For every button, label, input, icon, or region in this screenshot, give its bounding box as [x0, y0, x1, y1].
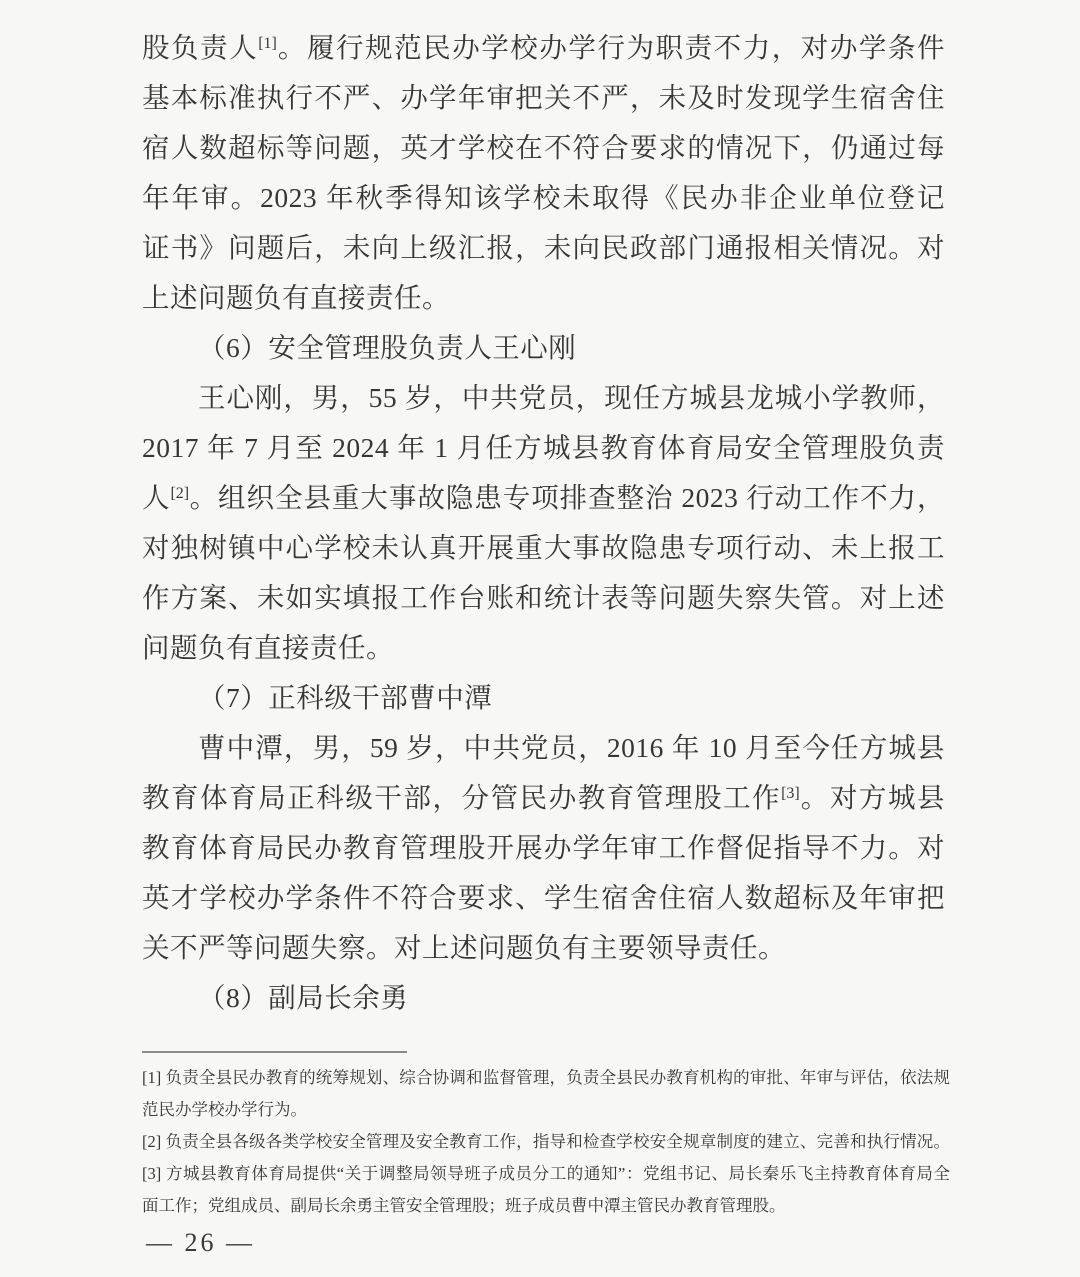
text-segment: 。履行规范民办学校办学行为职责不力，对办学条件	[276, 32, 946, 63]
text-line: 问题负有直接责任。	[142, 632, 394, 663]
text-line	[142, 773, 945, 823]
text-line	[142, 473, 945, 523]
section-heading-7: （7）正科级干部曹中潭	[198, 682, 493, 713]
footnote-3-line: [3] 方城县教育体育局提供“关于调整局领导班子成员分工的通知”：党组书记、局长秦乐飞主持教育体育局全	[142, 1164, 950, 1183]
text-line: 宿人数超标等问题，英才学校在不符合要求的情况下，仍通过每	[142, 132, 945, 163]
footnote-ref-1: [1]	[258, 35, 277, 52]
footnote-ref-3: [3]	[781, 785, 800, 802]
section-heading-8: （8）副局长余勇	[198, 982, 409, 1013]
text-line	[142, 23, 945, 73]
page-number: — 26 —	[146, 1228, 255, 1257]
footnote-1-line: 范民办学校办学行为。	[142, 1100, 307, 1119]
text-line: 王心刚，男，55 岁，中共党员，现任方城县龙城小学教师，	[198, 382, 945, 413]
text-line: 曹中潭，男，59 岁，中共党员，2016 年 10 月至今任方城县	[198, 732, 945, 763]
text-line: 证书》问题后，未向上级汇报，未向民政部门通报相关情况。对	[142, 232, 945, 263]
footnote-3-line: 面工作；党组成员、副局长余勇主管安全管理股；班子成员曹中潭主管民办教育管理股。	[142, 1196, 786, 1215]
text-segment: 人	[142, 482, 171, 513]
text-segment: 股负责人	[142, 32, 259, 63]
text-line: 关不严等问题失察。对上述问题负有主要领导责任。	[142, 932, 786, 963]
document-body	[142, 23, 945, 1023]
text-line: 上述问题负有直接责任。	[142, 282, 450, 313]
text-line: 对独树镇中心学校未认真开展重大事故隐患专项行动、未上报工	[142, 532, 945, 563]
text-line: 年年审。2023 年秋季得知该学校未取得《民办非企业单位登记	[142, 182, 945, 213]
footnote-separator	[142, 1051, 407, 1053]
text-line: 教育体育局民办教育管理股开展办学年审工作督促指导不力。对	[142, 832, 945, 863]
text-segment: 。组织全县重大事故隐患专项排查整治 2023 行动工作不力，	[189, 482, 946, 513]
footnote-2-line: [2] 负责全县各级各类学校安全管理及安全教育工作，指导和检查学校安全规章制度的建立、完善和执行情况。	[142, 1132, 950, 1151]
text-line: 英才学校办学条件不符合要求、学生宿舍住宿人数超标及年审把	[142, 882, 945, 913]
text-line: 作方案、未如实填报工作台账和统计表等问题失察失管。对上述	[142, 582, 945, 613]
footnote-1-line: [1] 负责全县民办教育的统筹规划、综合协调和监督管理，负责全县民办教育机构的审批、年审与评估，依法规	[142, 1068, 950, 1087]
text-segment: 教育体育局正科级干部，分管民办教育管理股工作	[142, 782, 782, 813]
footnotes	[142, 1062, 950, 1222]
section-heading-6: （6）安全管理股负责人王心刚	[198, 332, 577, 363]
footnote-ref-2: [2]	[170, 485, 190, 502]
text-line: 2017 年 7 月至 2024 年 1 月任方城县教育体育局安全管理股负责	[142, 432, 945, 463]
text-segment: 。对方城县	[799, 782, 945, 813]
text-line: 基本标准执行不严、办学年审把关不严，未及时发现学生宿舍住	[142, 82, 945, 113]
